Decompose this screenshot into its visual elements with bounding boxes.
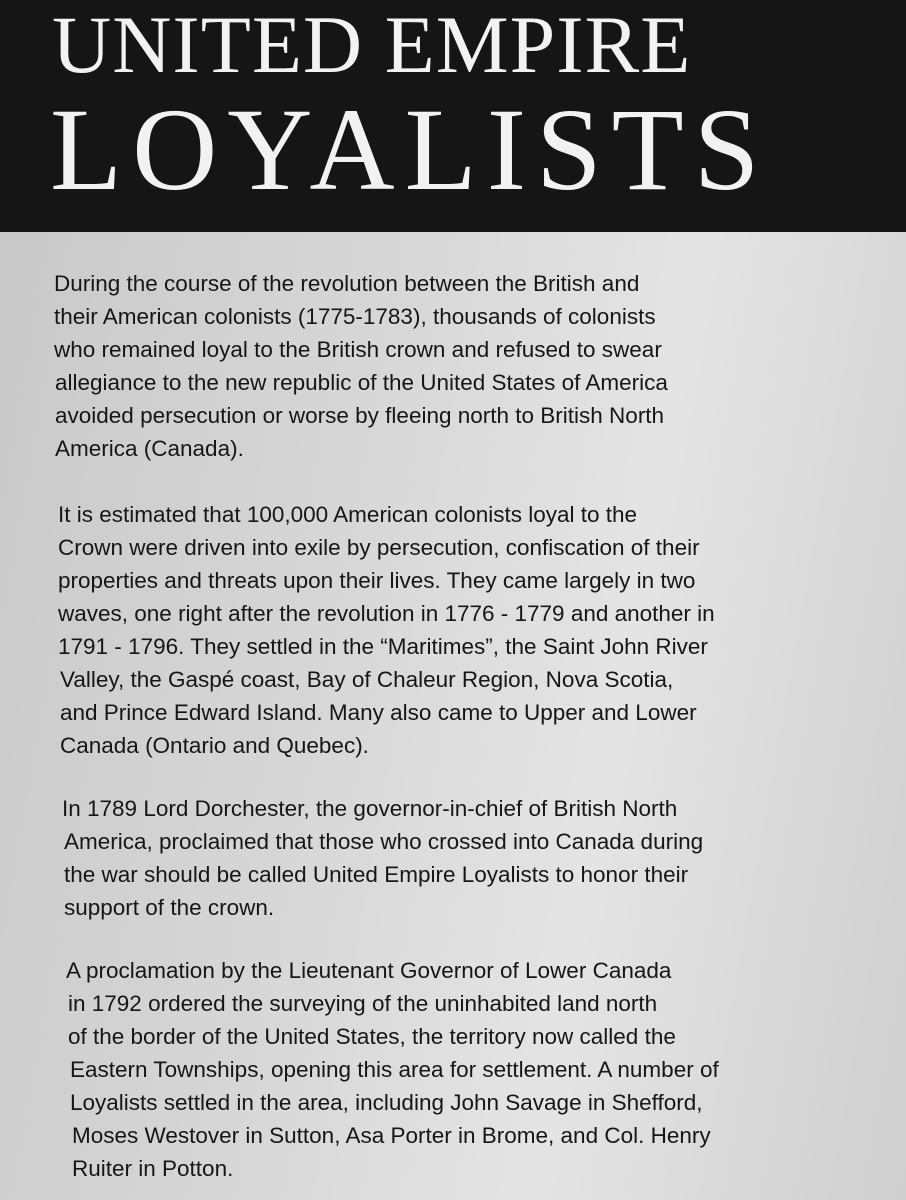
- title-banner: [0, 0, 906, 232]
- paragraph-line: During the course of the revolution between the British and: [54, 271, 640, 296]
- paragraph-line: the war should be called United Empire Loyalists to honor their: [64, 862, 689, 887]
- paragraph-line: Crown were driven into exile by persecution, confiscation of their: [58, 535, 700, 560]
- paragraph-line: Moses Westover in Sutton, Asa Porter in Brome, and Col. Henry: [72, 1123, 711, 1148]
- paragraph-line: and Prince Edward Island. Many also came to Upper and Lower: [60, 700, 697, 725]
- paragraph-line: In 1789 Lord Dorchester, the governor-in-chief of British North: [62, 796, 678, 821]
- title-line-2: LOYALISTS: [50, 84, 770, 215]
- paragraph-line: Loyalists settled in the area, including John Savage in Shefford,: [70, 1090, 703, 1115]
- paragraph-line: in 1792 ordered the surveying of the uninhabited land north: [68, 991, 658, 1016]
- paragraph-line: It is estimated that 100,000 American colonists loyal to the: [58, 502, 638, 527]
- paragraph-line: Eastern Townships, opening this area for settlement. A number of: [70, 1057, 719, 1082]
- paragraph-line: Ruiter in Potton.: [72, 1156, 234, 1181]
- paragraph-line: waves, one right after the revolution in 1776 - 1779 and another in: [58, 601, 715, 626]
- paragraph-line: A proclamation by the Lieutenant Governor of Lower Canada: [66, 958, 672, 983]
- paragraph-line: of the border of the United States, the territory now called the: [68, 1024, 676, 1049]
- paragraph-line: allegiance to the new republic of the United States of America: [55, 370, 668, 395]
- paragraph-line: America, proclaimed that those who crossed into Canada during: [64, 829, 704, 854]
- paragraph-line: their American colonists (1775-1783), thousands of colonists: [54, 304, 656, 329]
- paragraph-line: 1791 - 1796. They settled in the “Maritimes”, the Saint John River: [58, 634, 708, 659]
- paragraph-line: America (Canada).: [55, 436, 244, 461]
- paragraph-line: Canada (Ontario and Quebec).: [60, 733, 369, 758]
- paragraph-line: support of the crown.: [64, 895, 275, 920]
- paragraph-line: Valley, the Gaspé coast, Bay of Chaleur Region, Nova Scotia,: [60, 667, 674, 692]
- title-line-1: UNITED EMPIRE: [52, 0, 692, 90]
- paragraph-line: who remained loyal to the British crown and refused to swear: [54, 337, 662, 362]
- paragraph-line: properties and threats upon their lives. They came largely in two: [58, 568, 696, 593]
- paragraph-line: avoided persecution or worse by fleeing north to British North: [55, 403, 665, 428]
